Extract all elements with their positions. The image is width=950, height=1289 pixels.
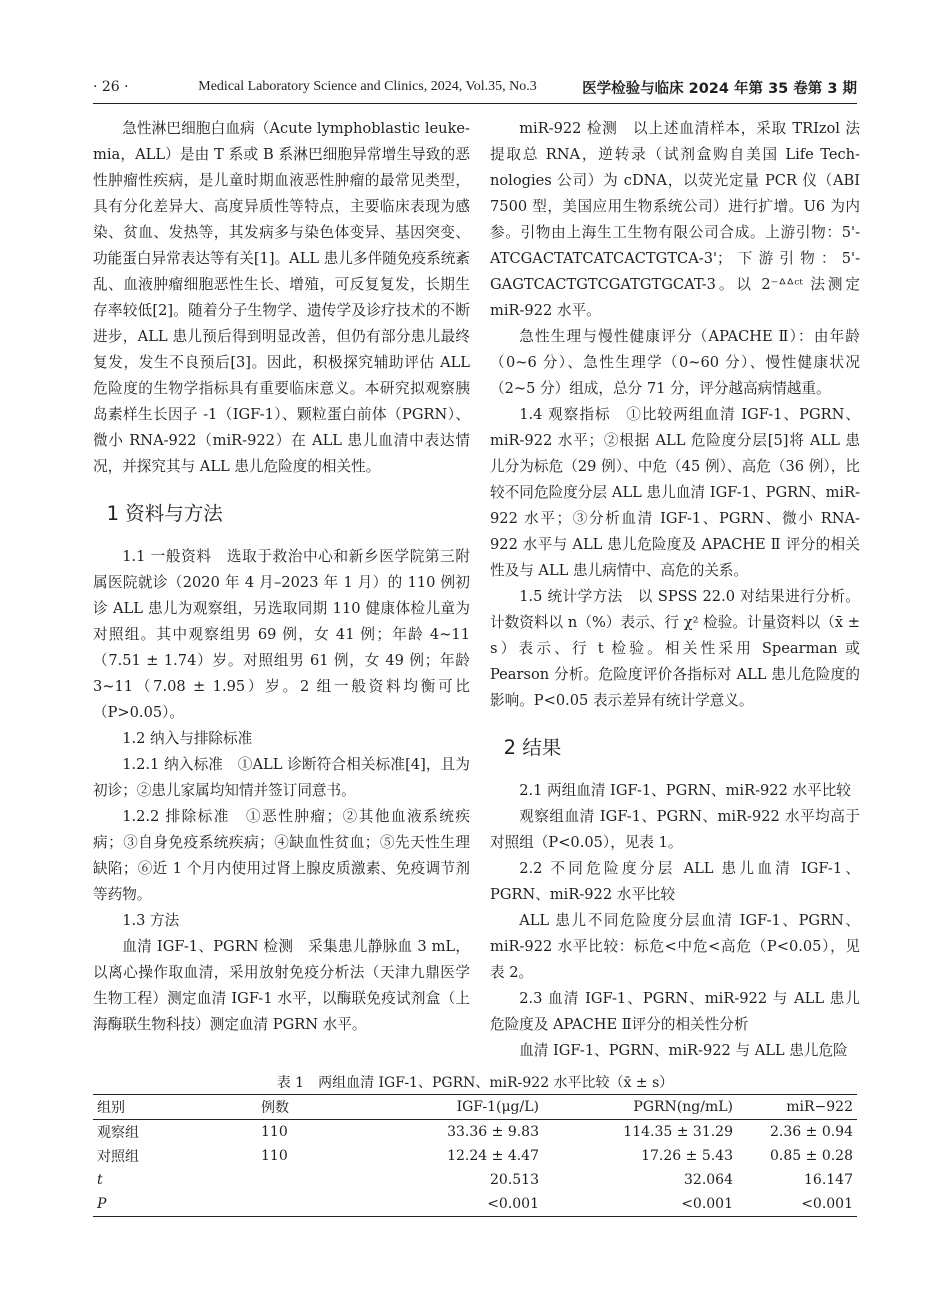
para-2-2-b: ALL 患儿不同危险度分层血清 IGF-1、PGRN、miR-922 水平比较：标危<中危<高危（P<0.05），见表 2。 (490, 912, 860, 981)
para-2-3-b: 血清 IGF-1、PGRN、miR-922 与 ALL 患儿危险 (519, 1042, 848, 1059)
table-row (93, 1192, 857, 1217)
table-cell: 对照组 (97, 1149, 139, 1165)
table-cell: 12.24 ± 4.47 (447, 1148, 539, 1164)
table-cell: <0.001 (487, 1196, 539, 1212)
table-cell: 114.35 ± 31.29 (623, 1124, 733, 1140)
para-1-4: 1.4 观察指标 ①比较两组血清 IGF-1、PGRN、miR-922 水平；②根据 ALL 危险度分层[5]将 ALL 患儿分为标危（29 例）、中危（45 例）、高危（36 例），比较不同危险度分层 ALL 患儿血清 IGF-1、PGRN、miR-922 水平；③分析血清 IGF-1、PGRN、微小 RNA-922 水平与 ALL 患儿危险度及 APACHE Ⅱ 评分的相关性及与 ALL 患儿病情中、高危的关系。 (490, 406, 860, 579)
journal-title-en: Medical Laboratory Science and Clinics, 2024, Vol.35, No.3 (198, 79, 537, 94)
table-cell: 33.36 ± 9.83 (447, 1124, 539, 1140)
table-row (93, 1168, 857, 1192)
para-apache: 急性生理与慢性健康评分（APACHE Ⅱ）：由年龄（0~6 分）、急性生理学（0~60 分）、慢性健康状况（2~5 分）组成，总分 71 分，评分越高病情越重。 (490, 328, 860, 397)
section-1-heading: 1 资料与方法 (106, 502, 223, 525)
para-2-2: 2.2 不同危险度分层 ALL 患儿血清 IGF-1、PGRN、miR-922 水平比较 (490, 860, 860, 903)
intro-paragraph: 急性淋巴细胞白血病（Acute lymphoblastic leuke-mia，ALL）是由 T 系或 B 系淋巴细胞异常增生导致的恶性肿瘤性疾病，是儿童时期血液恶性肿瘤的最常见类型，具有分化差异大、高度异质性等特点，主要临床表现为感染、贫血、发热等，其发病多与染色体变异、基因突变、功能蛋白异常表达等有关[1]。ALL 患儿多伴随免疫系统紊乱、血液肿瘤细胞恶性生长、增殖，可反复复发，长期生存率较低[2]。随着分子生物学、遗传学及诊疗技术的不断进步，ALL 患儿预后得到明显改善，但仍有部分患儿最终复发，发生不良预后[3]。因此，积极探究辅助评估 ALL 危险度的生物学指标具有重要临床意义。本研究拟观察胰岛素样生长因子 -1（IGF-1）、颗粒蛋白前体（PGRN）、微小 RNA-922（miR-922）在 ALL 患儿血清中表达情况，并探究其与 ALL 患儿危险度的相关性。 (93, 120, 470, 475)
table-header-cell: IGF-1(μg/L) (385, 1095, 539, 1120)
left-column (93, 116, 470, 1038)
table-header-cell: 例数 (221, 1095, 385, 1120)
table-header-cell: 组别 (93, 1095, 221, 1120)
para-1-3: 1.3 方法 (122, 912, 180, 929)
para-2-1: 2.1 两组血清 IGF-1、PGRN、miR-922 水平比较 (519, 782, 851, 799)
para-1-2-2: 1.2.2 排除标准 ①恶性肿瘤；②其他血液系统疾病；③自身免疫系统疾病；④缺血性贫血；⑤先天性生理缺陷；⑥近 1 个月内使用过肾上腺皮质激素、免疫调节剂等药物。 (93, 808, 470, 903)
table-cell: 2.36 ± 0.94 (770, 1124, 853, 1140)
table-row (93, 1120, 857, 1145)
table-cell (221, 1168, 385, 1192)
para-2-1-b: 观察组血清 IGF-1、PGRN、miR-922 水平均高于对照组（P<0.05），见表 1。 (490, 808, 860, 851)
journal-title-cn: 医学检验与临床 2024 年第 35 卷第 3 期 (582, 80, 857, 97)
table-header-cell: miR−922 (737, 1095, 857, 1120)
table-cell (93, 1168, 221, 1192)
para-1-2-1: 1.2.1 纳入标准 ①ALL 诊断符合相关标准[4]，且为初诊；②患儿家属均知情并签订同意书。 (93, 756, 470, 799)
para-1-5: 1.5 统计学方法 以 SPSS 22.0 对结果进行分析。计数资料以 n（%）表示、行 χ² 检验。计量资料以（x̄ ± s）表示、行 t 检验。相关性采用 Spearman 或 Pearson 分析。危险度评价各指标对 ALL 患儿危险度的影响。P<0.05 表示差异有统计学意义。 (490, 588, 860, 709)
table-cell: 0.85 ± 0.28 (770, 1148, 853, 1164)
para-mir-detection: miR-922 检测 以上述血清样本，采取 TRIzol 法提取总 RNA，逆转录（试剂盒购自美国 Life Tech-nologies 公司）为 cDNA，以荧光定量 PCR 仪（ABI 7500 型，美国应用生物系统公司）进行扩增。U6 为内参。引物由上海生工生物有限公司合成。上游引物：5'-ATCGACTATCATCACTGTCA-3'；下游引物：5'-GAGTCACTGTCGATGTGCAT-3。以 2⁻ᐞᐞᶜᵗ 法测定 miR-922 水平。 (490, 120, 860, 319)
table-row (93, 1144, 857, 1168)
table-cell: <0.001 (801, 1196, 853, 1212)
table-1-title: 表 1 两组血清 IGF-1、PGRN、miR-922 水平比较（x̄ ± s） (276, 1075, 674, 1091)
table-cell: 32.064 (684, 1172, 733, 1188)
running-header (93, 74, 857, 100)
para-2-3: 2.3 血清 IGF-1、PGRN、miR-922 与 ALL 患儿危险度及 APACHE Ⅱ评分的相关性分析 (490, 990, 860, 1033)
para-1-3-a: 血清 IGF-1、PGRN 检测 采集患儿静脉血 3 mL，以离心操作取血清，采用放射免疫分析法（天津九鼎医学生物工程）测定血清 IGF-1 水平，以酶联免疫试剂盒（上海酶联生物科技）测定血清 PGRN 水平。 (93, 938, 470, 1033)
table-cell (93, 1192, 221, 1217)
table-cell-p: P (97, 1196, 107, 1212)
para-1-1: 1.1 一般资料 选取于救治中心和新乡医学院第三附属医院就诊（2020 年 4 月–2023 年 1 月）的 110 例初诊 ALL 患儿为观察组，另选取同期 110 健康体检儿童为对照组。其中观察组男 69 例，女 41 例；年龄 4~11（7.51 ± 1.74）岁。对照组男 61 例，女 49 例；年龄 3~11（7.08 ± 1.95）岁。2 组一般资料均衡可比（P>0.05）。 (93, 548, 470, 721)
table-cell: 110 (261, 1148, 288, 1164)
header-rule (93, 103, 857, 104)
table-cell: 观察组 (97, 1125, 139, 1141)
table-cell-t: t (97, 1172, 103, 1188)
section-2-heading: 2 结果 (503, 736, 562, 759)
table-cell: 110 (261, 1124, 288, 1140)
table-cell: 20.513 (490, 1172, 539, 1188)
table-cell: 17.26 ± 5.43 (641, 1148, 733, 1164)
table-1 (93, 1094, 857, 1217)
page-number: · 26 · (93, 79, 129, 95)
right-column (490, 116, 860, 1064)
para-1-2: 1.2 纳入与排除标准 (122, 730, 253, 747)
table-cell: <0.001 (681, 1196, 733, 1212)
table-header-row (93, 1095, 857, 1120)
table-cell: 16.147 (804, 1172, 853, 1188)
table-header-cell: PGRN(ng/mL) (539, 1095, 737, 1120)
table-cell (221, 1192, 385, 1217)
